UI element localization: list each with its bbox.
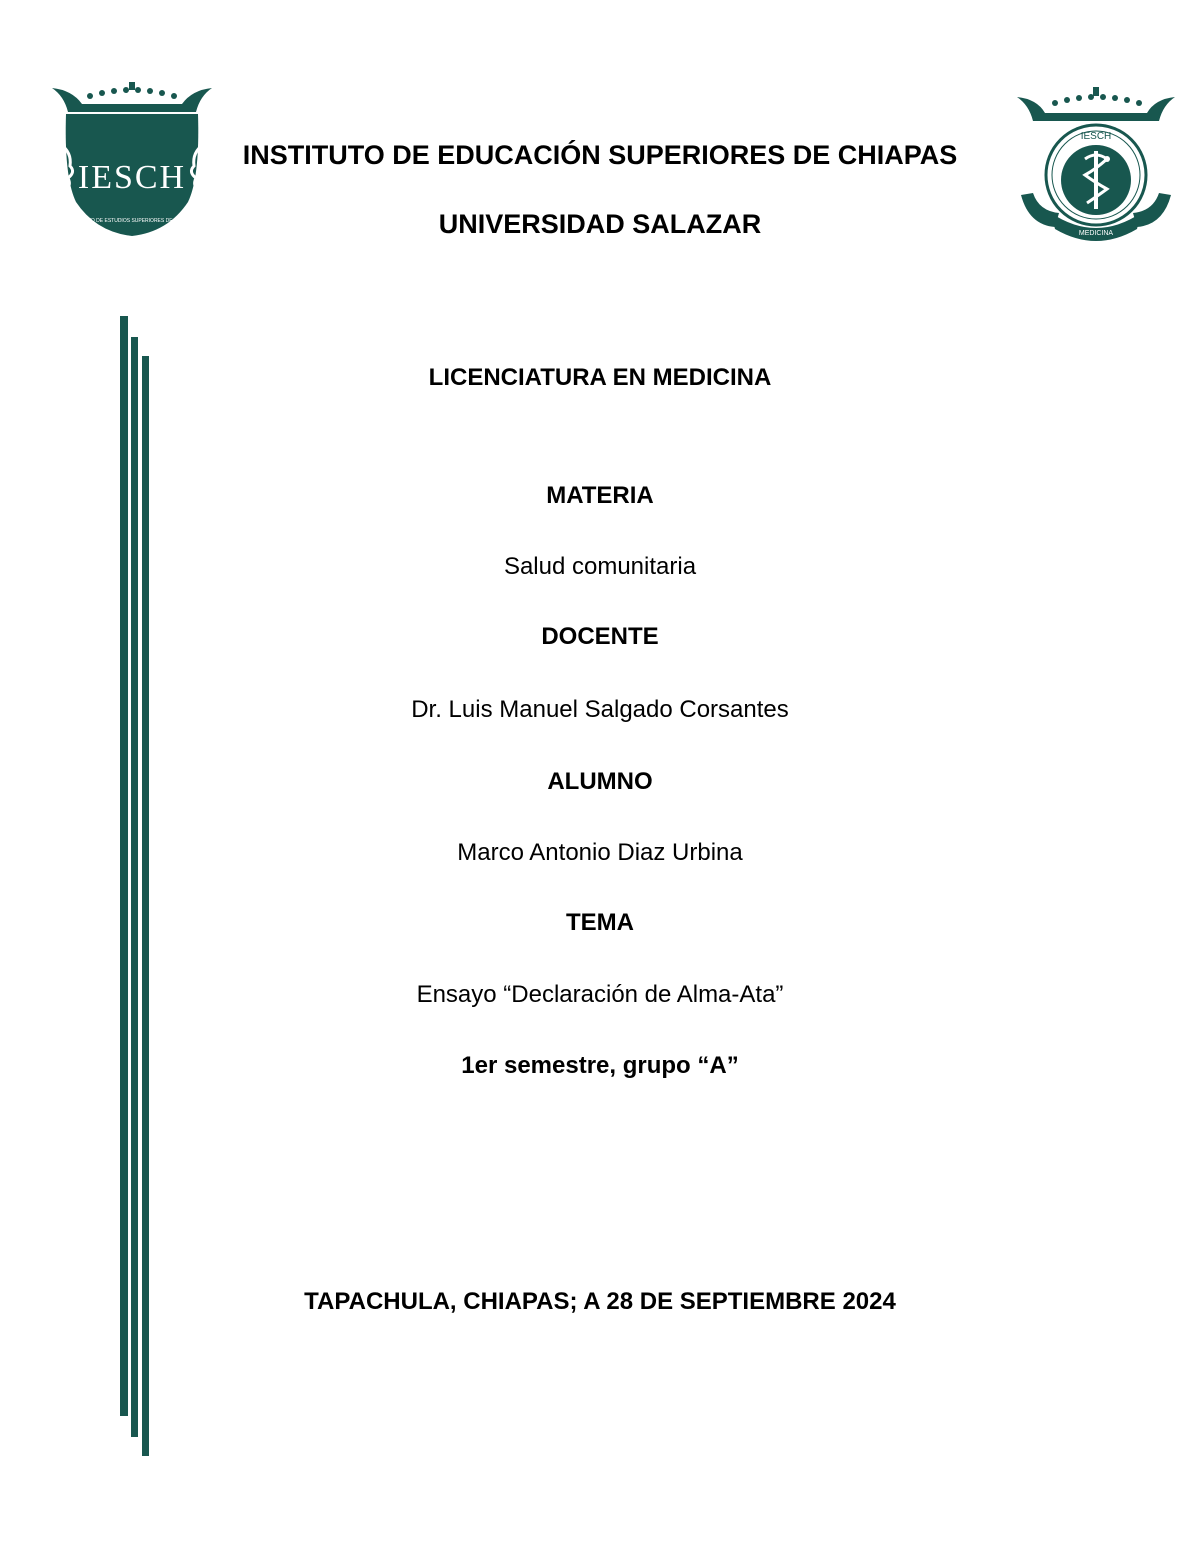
logo-right-top-text: IESCH [1080,131,1112,142]
university-title: UNIVERSIDAD SALAZAR [438,209,762,239]
degree-title: LICENCIATURA EN MEDICINA [428,364,772,391]
topic-value: Ensayo “Declaración de Alma-Ata” [416,981,784,1008]
group-info: 1er semestre, grupo “A” [461,1052,739,1079]
student-value: Marco Antonio Diaz Urbina [457,839,743,866]
subject-label: MATERIA [546,482,654,509]
place-date: TAPACHULA, CHIAPAS; A 28 DE SEPTIEMBRE 2024 [304,1288,896,1315]
student-label: ALUMNO [547,768,653,795]
topic-label: TEMA [566,909,634,936]
logo-left-small-text: INSTITUTO DE ESTUDIOS SUPERIORES DE CHIAPAS [68,218,196,224]
teacher-value: Dr. Luis Manuel Salgado Corsantes [411,696,789,723]
logo-right-bottom-text: MEDICINA [1078,230,1114,237]
teacher-label: DOCENTE [541,623,659,650]
subject-value: Salud comunitaria [503,553,697,580]
institute-title: INSTITUTO DE EDUCACIÓN SUPERIORES DE CHIAPAS [242,140,958,170]
logo-left-text: IESCH [77,159,187,196]
